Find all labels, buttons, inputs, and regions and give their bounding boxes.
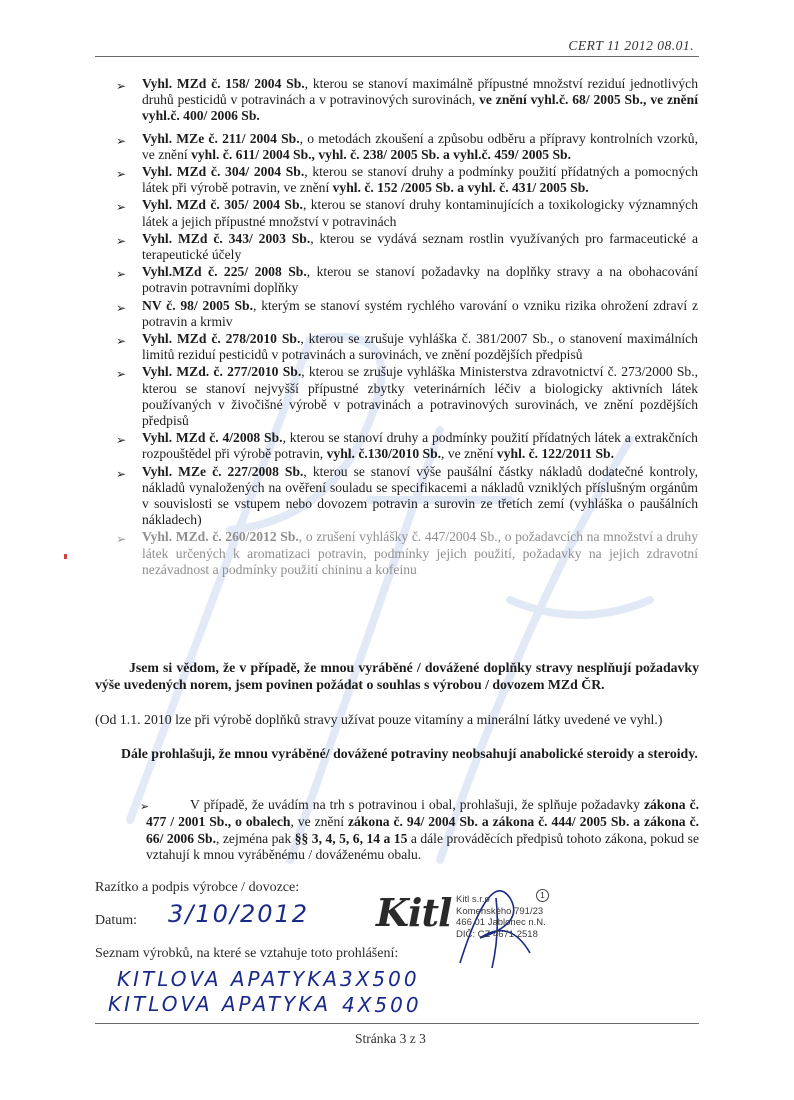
regulation-item: ➢ Vyhl. MZd č. 278/2010 Sb., kterou se zrušuje vyhláška č. 381/2007 Sb., o stanovení maximálních limitů reziduí pesticidů v potravinách a surovinách, ve znění pozdějších předpisů bbox=[116, 331, 698, 363]
product-quantity: 3X500 bbox=[340, 967, 420, 991]
statement-note: (Od 1.1. 2010 lze při výrobě doplňků stravy užívat pouze vitamíny a minerální látky uvedené ve vyhl.) bbox=[95, 712, 663, 727]
arrow-bullet-icon: ➢ bbox=[116, 133, 127, 148]
arrow-bullet-icon: ➢ bbox=[116, 200, 127, 215]
regulation-item-faded: ➢ Vyhl. MZd. č. 260/2012 Sb., o zrušení vyhlášky č. 447/2004 Sb., o požadavcích na množství a druhy látek určených k aromatizaci potravin, podmínky jejich použití, požadavky na jejich zdravotní nezávadnost a podmínky použití chininu a kofeinu bbox=[116, 529, 699, 577]
page-number: Stránka 3 z 3 bbox=[355, 1031, 426, 1046]
product-name: KITLOVA APATYKA bbox=[108, 992, 332, 1016]
stamp-logo: Kitl bbox=[376, 890, 452, 935]
arrow-bullet-icon: ➢ bbox=[116, 233, 127, 248]
product-name: KITLOVA APATYKA bbox=[117, 967, 341, 991]
footer-rule bbox=[95, 1023, 699, 1024]
stamp-label: Razítko a podpis výrobce / dovozce: bbox=[95, 880, 300, 895]
regulation-item: ➢ Vyhl. MZd. č. 277/2010 Sb., kterou se zrušuje vyhláška Ministerstva zdravotnictví č. 273/2000 Sb., kterou se stanoví nejvyšší přípustné zbytky veterinárních léčiv a biologicky aktivních látek používaných v živočišné výrobě v potravinách a potravinových surovinách, ve znění pozdějších předpisů bbox=[116, 364, 699, 429]
margin-mark bbox=[64, 554, 67, 559]
regulation-item: ➢ Vyhl. MZd č. 158/ 2004 Sb., kterou se stanoví maximálně přípustné množství reziduí jednotlivých druhů pesticidů v potravinách a v potravinových surovinách, ve znění vyhl.č. 68/ 2005 Sb., ve znění vyhl.č. 400/ 2006 Sb. bbox=[116, 76, 698, 124]
regulation-item: ➢ Vyhl. MZd č. 305/ 2004 Sb., kterou se stanoví druhy kontaminujících a toxikologicky významných látek a jejich přípustné množství v potravinách bbox=[116, 197, 699, 229]
regulation-item: ➢ Vyhl. MZd č. 343/ 2003 Sb., kterou se vydává seznam rostlin využívaných pro farmaceutické a terapeutické účely bbox=[116, 230, 698, 263]
arrow-bullet-icon: ➢ bbox=[116, 466, 127, 481]
date-label: Datum: bbox=[95, 913, 137, 928]
regulation-item: ➢ NV č. 98/ 2005 Sb., kterým se stanoví systém rychlého varování o vzniku rizika ohrožení zdraví z potravin a krmiv bbox=[116, 297, 698, 329]
stamp-city: 466 01 Jablonec n.N. bbox=[456, 917, 546, 928]
statement-compliance: Jsem si vědom, že v případě, že mnou vyráběné / dovážené doplňky stravy nesplňují požadavky výše uvedených norem, jsem povinen požádat o souhlas s výrobou / dovozem MZd ČR. bbox=[95, 660, 699, 692]
arrow-bullet-icon: ➢ bbox=[116, 532, 127, 547]
registered-icon: 1 bbox=[536, 889, 549, 902]
statement-steroids: Dále prohlašuji, že mnou vyráběné/ dovážené potraviny neobsahují anabolické steroidy a steroidy. bbox=[121, 746, 698, 761]
header-rule bbox=[95, 56, 699, 57]
arrow-bullet-icon: ➢ bbox=[116, 300, 127, 315]
arrow-bullet-icon: ➢ bbox=[116, 79, 127, 93]
arrow-bullet-icon: ➢ bbox=[116, 267, 127, 282]
company-stamp bbox=[370, 880, 570, 970]
arrow-bullet-icon: ➢ bbox=[140, 801, 150, 813]
stamp-street: Komenského 791/23 bbox=[456, 905, 544, 917]
date-handwritten: 3/10/2012 bbox=[168, 900, 310, 928]
regulations-list bbox=[116, 76, 698, 579]
stamp-vat: DIČ: CZ 4671 2518 bbox=[456, 928, 538, 940]
regulation-item: ➢ Vyhl.MZd č. 225/ 2008 Sb., kterou se stanoví požadavky na doplňky stravy a na obohacování potravin potravními doplňky bbox=[116, 264, 698, 296]
arrow-bullet-icon: ➢ bbox=[116, 367, 127, 382]
regulation-item: ➢ Vyhl. MZe č. 227/2008 Sb., kterou se stanoví výše paušální částky nákladů dodatečné kontroly, nákladů vynaložených na ověření souladu se specifikacemi a nákladů vzniklých příslušným orgánům v souvislosti se vstupem nebo dovozem potravin a surovin ze třetích zemí (vyhláška o paušálních nákladech) bbox=[116, 463, 698, 528]
arrow-bullet-icon: ➢ bbox=[116, 334, 127, 349]
arrow-bullet-icon: ➢ bbox=[116, 167, 127, 182]
arrow-bullet-icon: ➢ bbox=[116, 433, 127, 448]
regulation-item: ➢ Vyhl. MZe č. 211/ 2004 Sb., o metodách zkoušení a způsobu odběru a přípravy kontrolních vzorků, ve znění vyhl. č. 611/ 2004 Sb., vyhl. č. 238/ 2005 Sb. a vyhl.č. 459/ 2005 Sb. bbox=[116, 130, 698, 162]
regulation-item: ➢ Vyhl. MZd č. 4/2008 Sb., kterou se stanoví druhy a podmínky použití přídatných látek a extrakčních rozpouštědel při výrobě potravin, vyhl. č.130/2010 Sb., ve znění vyhl. č. 122/2011 Sb. bbox=[116, 430, 698, 462]
stamp-company: Kitl s.r.o bbox=[456, 894, 490, 905]
products-label: Seznam výrobků, na které se vztahuje toto prohlášení: bbox=[95, 946, 399, 961]
header-reference: CERT 11 2012 08.01. bbox=[568, 38, 694, 53]
packaging-declaration: ➢ V případě, že uvádím na trh s potravinou i obal, prohlašuji, že splňuje požadavky zákona č. 477 / 2001 Sb., o obalech, ve znění zákona č. 94/ 2004 Sb. a zákona č. 444/ 2005 Sb. a zákona č. 66/ 2006 Sb., zejména pak §§ 3, 4, 5, 6, 14 a 15 a dále prováděcích předpisů tohoto zákona, pokud se vztahují k mnou vyráběnému / dováženému obalu. bbox=[140, 797, 700, 863]
product-quantity: 4X500 bbox=[342, 993, 422, 1017]
regulation-item: ➢ Vyhl. MZd č. 304/ 2004 Sb., kterou se stanoví druhy a podmínky použití přídatných a pomocných látek při výrobě potravin, ve znění vyhl. č. 152 /2005 Sb. a vyhl. č. 431/ 2005 Sb. bbox=[116, 164, 698, 196]
